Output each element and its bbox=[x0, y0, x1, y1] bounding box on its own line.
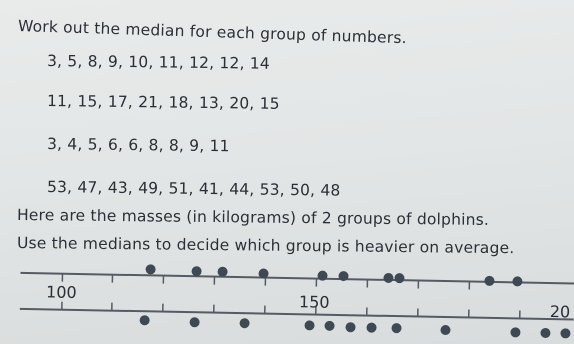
group-a-dot bbox=[191, 266, 201, 276]
group-b-dot bbox=[560, 328, 570, 338]
axis-label-150: 150 bbox=[298, 292, 330, 312]
dolphins-intro-text: Here are the masses (in kilograms) of 2 groups of dolphins. bbox=[16, 206, 490, 229]
number-group-2: 11, 15, 17, 21, 18, 13, 20, 15 bbox=[46, 92, 280, 113]
group-b-dot bbox=[239, 318, 249, 328]
axis-label-200: 20 bbox=[549, 302, 571, 322]
group-b-dot bbox=[540, 328, 550, 338]
group-b-axis-line bbox=[20, 309, 574, 320]
group-b-dot bbox=[324, 321, 334, 331]
dolphins-instruction-text: Use the medians to decide which group is heavier on average. bbox=[16, 234, 515, 258]
group-b-dot bbox=[440, 325, 450, 335]
group-b-dot bbox=[189, 317, 199, 327]
group-a-dot bbox=[394, 273, 404, 283]
group-b-dot bbox=[366, 323, 376, 333]
group-a-dot bbox=[383, 273, 393, 283]
number-group-1: 3, 5, 8, 9, 10, 11, 12, 12, 14 bbox=[46, 52, 270, 73]
axis-label-100: 100 bbox=[45, 282, 77, 302]
number-group-3: 3, 4, 5, 6, 6, 8, 8, 9, 11 bbox=[46, 135, 230, 156]
group-b-dot bbox=[140, 315, 150, 325]
group-a-dot bbox=[217, 267, 227, 277]
group-a-dot bbox=[484, 276, 494, 286]
group-b-dot bbox=[345, 322, 355, 332]
group-b-dot bbox=[304, 320, 314, 330]
number-group-4: 53, 47, 43, 49, 51, 41, 44, 53, 50, 48 bbox=[46, 178, 341, 200]
group-b-dot bbox=[391, 323, 401, 333]
question-title: Work out the median for each group of numbers. bbox=[17, 17, 408, 48]
group-a-dot bbox=[146, 264, 156, 274]
dolphin-mass-dot-plot bbox=[0, 262, 574, 344]
group-b-dot bbox=[510, 327, 520, 337]
group-a-dot bbox=[512, 276, 522, 286]
